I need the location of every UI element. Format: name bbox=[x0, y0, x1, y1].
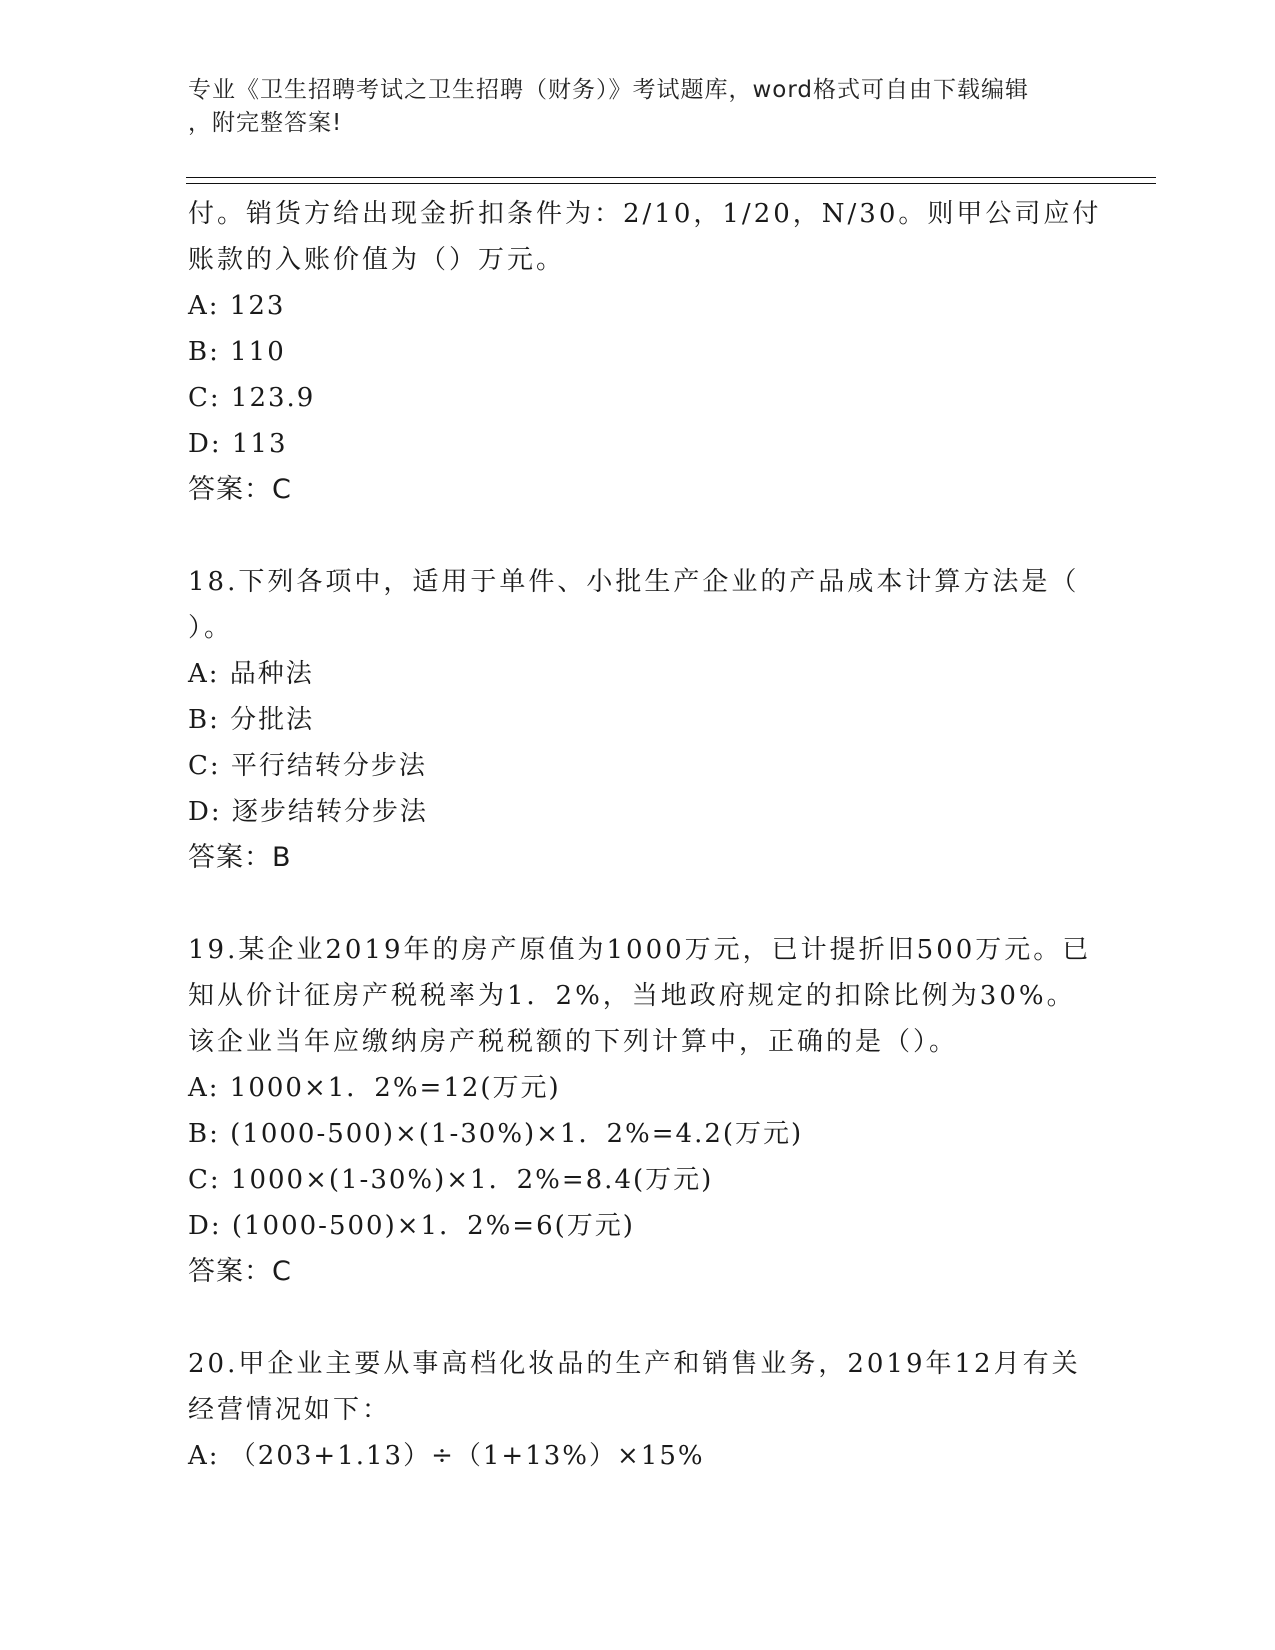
answer-line: 答案：C bbox=[188, 474, 292, 505]
question-20 bbox=[188, 1341, 1088, 1479]
question-stem-line: 该企业当年应缴纳房产税税额的下列计算中，正确的是（）。 bbox=[188, 1027, 959, 1057]
question-stem-line: 18.下列各项中，适用于单件、小批生产企业的产品成本计算方法是（ bbox=[188, 567, 1080, 597]
question-17 bbox=[188, 191, 1102, 513]
question-stem-line: 20.甲企业主要从事高档化妆品的生产和销售业务，2019年12月有关 bbox=[188, 1349, 1081, 1379]
option-d: D: 逐步结转分步法 bbox=[188, 797, 428, 827]
option-a: A: （203+1.13）÷（1+13%）×15% bbox=[188, 1441, 705, 1471]
question-stem-line: 付。销货方给出现金折扣条件为：2/10，1/20，N/30。则甲公司应付 bbox=[188, 199, 1102, 229]
question-stem-line: ）。 bbox=[188, 613, 234, 643]
question-18 bbox=[188, 559, 1088, 881]
question-stem-line: 知从价计征房产税税率为1．2%，当地政府规定的扣除比例为30%。 bbox=[188, 981, 1076, 1011]
option-d: D: 113 bbox=[188, 429, 288, 459]
header-divider-top bbox=[186, 177, 1156, 178]
header-line-2: ，附完整答案! bbox=[188, 110, 343, 136]
header-divider-bottom bbox=[186, 183, 1156, 184]
header-line-1: 专业《卫生招聘考试之卫生招聘（财务）》考试题库，word格式可自由下载编辑 bbox=[188, 77, 1030, 103]
option-d: D: (1000-500)×1．2%=6(万元) bbox=[188, 1211, 635, 1241]
option-b: B: 110 bbox=[188, 337, 286, 367]
question-19 bbox=[188, 927, 1092, 1295]
spacer bbox=[188, 881, 1088, 927]
question-stem-line: 账款的入账价值为（）万元。 bbox=[188, 245, 566, 275]
option-c: C: 1000×(1-30%)×1．2%=8.4(万元) bbox=[188, 1165, 714, 1195]
option-a: A: 品种法 bbox=[188, 659, 314, 689]
option-b: B: 分批法 bbox=[188, 705, 315, 735]
answer-line: 答案：B bbox=[188, 842, 292, 873]
option-a: A: 123 bbox=[188, 291, 286, 321]
spacer bbox=[188, 513, 1088, 559]
option-b: B: (1000-500)×(1-30%)×1．2%=4.2(万元) bbox=[188, 1119, 804, 1149]
question-stem-line: 19.某企业2019年的房产原值为1000万元，已计提折旧500万元。已 bbox=[188, 935, 1092, 965]
option-c: C: 平行结转分步法 bbox=[188, 751, 427, 781]
document-header bbox=[188, 74, 1068, 140]
question-list bbox=[188, 191, 1102, 1479]
question-stem-line: 经营情况如下： bbox=[188, 1395, 392, 1425]
option-c: C: 123.9 bbox=[188, 383, 316, 413]
answer-line: 答案：C bbox=[188, 1256, 292, 1287]
option-a: A: 1000×1．2%=12(万元) bbox=[188, 1073, 561, 1103]
spacer bbox=[188, 1295, 1088, 1341]
